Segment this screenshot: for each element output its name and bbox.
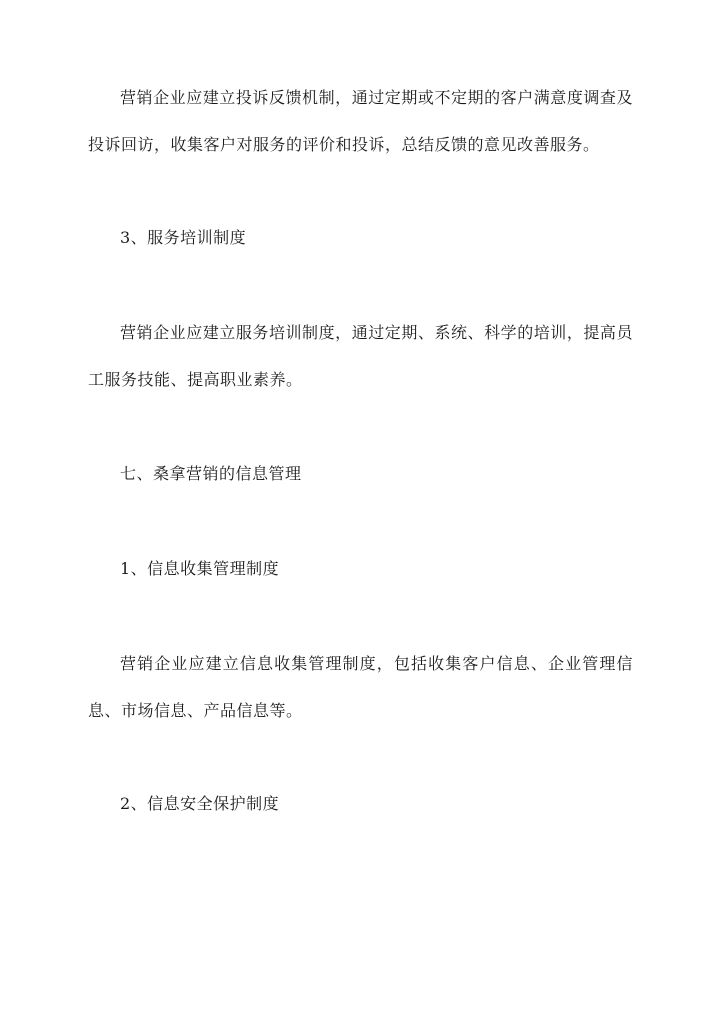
heading-info-security: 2、信息安全保护制度 (120, 794, 280, 813)
heading-info-collection: 1、信息收集管理制度 (120, 559, 280, 578)
heading-service-training: 3、服务培训制度 (120, 228, 247, 247)
paragraph-service-training: 营销企业应建立服务培训制度，通过定期、系统、科学的培训，提高员工服务技能、提高职业素养。 (88, 323, 633, 389)
heading-section-seven: 七、桑拿营销的信息管理 (120, 464, 302, 483)
paragraph-complaint-feedback: 营销企业应建立投诉反馈机制，通过定期或不定期的客户满意度调查及投诉回访，收集客户对服务的评价和投诉，总结反馈的意见改善服务。 (88, 88, 633, 154)
paragraph-info-collection: 营销企业应建立信息收集管理制度，包括收集客户信息、企业管理信息、市场信息、产品信息等。 (88, 654, 633, 720)
